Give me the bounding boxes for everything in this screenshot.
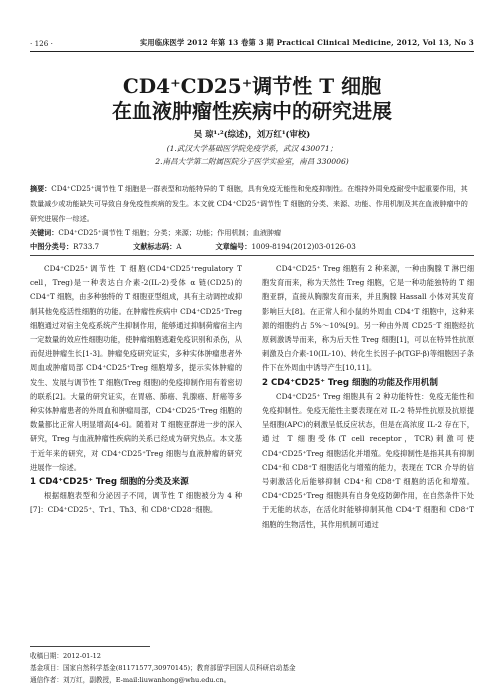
journal-citation: 实用临床医学 2012 年第 13 卷第 3 期 Practical Clinical Medicine, 2012, Vol 13, No 3 (140, 38, 474, 47)
abstract-divider (30, 255, 474, 256)
article-title-line2: 在血液肿瘤性疾病中的研究进展 (112, 99, 392, 123)
section-1-paragraph: 根据细胞表型和分泌因子不同，调节性 T 细胞被分为 4 种[7]：CD4⁺CD25⁺、Tr1、Th3、和 CD8⁺CD28⁻细胞。 (30, 491, 242, 515)
classification-row (30, 242, 356, 252)
clc-value: R733.7 (73, 242, 100, 251)
received-date: 收稿日期：2012-01-12 (30, 652, 101, 660)
running-header (30, 34, 474, 48)
clc-field (30, 242, 99, 252)
fund-note: 基金项目：国家自然科学基金(81171577,30970145)；教育部留学回国人员科研启动基金 (30, 664, 296, 672)
corresponding-author: 通信作者：刘万红，副教授，E-mail:liuwanhong@whu.edu.cn。 (30, 676, 231, 684)
clc-label: 中图分类号： (30, 242, 74, 251)
page-number: · 126 · (30, 39, 53, 48)
section-2-heading: 2 CD4⁺CD25⁺ Treg 细胞的功能及作用机制 (262, 377, 438, 388)
left-column (30, 262, 242, 518)
article-number-label: 文章编号： (215, 242, 252, 251)
abstract (30, 181, 474, 226)
doc-code-label: 文献标志码： (133, 242, 177, 251)
article-number-field (215, 242, 355, 252)
abstract-text: CD4⁺CD25⁺调节性 T 细胞是一群表型和功能特异的 T 细胞，具有免疫无能性和免疫抑制性。在维持外周免疫耐受中起重要作用，其数量减少或功能缺失可导致自身免疫性疾病的发生。本文就 CD4⁺CD25⁺调节性 T 细胞的分类、来源、功能、作用机制及其在血液肿瘤中的研究进展作一综述。 (30, 184, 468, 223)
article-title-line1: CD4⁺CD25⁺调节性 T 细胞 (122, 74, 382, 98)
right-column (262, 262, 474, 532)
header-rule (30, 51, 474, 52)
source-paragraph: CD4⁺CD25⁺ Treg 细胞有 2 种来源，一种由胸腺 T 淋巴细胞发育而来，称为天然性 Treg 细胞，它是一种功能独特的 T 细胞亚群，直接从胸腺发育而来，并且胸腺 Hassall 小体对其发育影响巨大[8]。在正常人和小鼠的外周血 CD4⁺T 细胞中，这种来源的细胞约占 5%～10%[9]。另一种由外周 CD25⁻T 细胞经抗原刺激诱导而来，称为后天性 Treg 细胞[1]，可以在特异性抗原刺激及白介素-10(IL-10)、转化生长因子-β(TGF-β)等细胞因子条件下在外周血中诱导产生[10,11]。 (262, 264, 474, 373)
doc-code-value: A (176, 242, 182, 251)
article-number-value: 1009-8194(2012)03-0126-03 (251, 242, 356, 251)
function-paragraph: CD4⁺CD25⁺ Treg 细胞具有 2 种功能特性：免疫无能性和免疫抑制性。免疫无能性主要表现在对 IL-2 特异性抗原及抗原提呈细胞(APC)的刺激呈低反应状态，但是在高浓度 IL-2 存在下，通过 T 细胞受体(T cell receptor，TCR)刺激可使 CD4⁺CD25⁺Treg 细胞活化并增殖。免疫抑制性是指其具有抑制 CD4⁺和 CD8⁺T 细胞活化与增殖的能力，表现在 TCR 介导的信号刺激活化后能够抑制 CD4⁺和 CD8⁺T 细胞的活化和增殖。CD4⁺CD25⁺Treg 细胞具有自身免疫防御作用，在自然条件下处于无能的状态，在活化时能够抑制其他 CD4⁺T 细胞和 CD8⁺T 细胞的生物活性，其作用机制可通过 (262, 391, 474, 529)
author-line: 吴 琼¹·²(综述)，刘万红¹(审校) (193, 129, 311, 139)
keywords-label: 关键词： (30, 228, 59, 237)
keywords (30, 228, 474, 238)
affiliation-1: (1.武汉大学基础医学院免疫学系，武汉 430071； (166, 144, 338, 153)
footnote-rule (30, 646, 150, 647)
doc-code-field (133, 242, 181, 252)
intro-paragraph: CD4⁺CD25⁺调节性 T 细胞(CD4⁺CD25⁺regulatory T cell，Treg)是一种表达白介素-2(IL-2)受体 α 链(CD25)的 CD4⁺T 细胞，由多种独特的 T 细胞亚型组成，具有主动调控或抑制其他免疫活性细胞的功能。在肿瘤性疾病中 CD4⁺CD25⁺Treg 细胞通过对宿主免疫系统产生抑制作用，能够通过抑制荷瘤宿主内一定数量的效应性细胞功能，使肿瘤细胞逃避免疫识别和杀伤，从而促进肿瘤生长[1-3]。肿瘤免疫研究证实，多种实体肿瘤患者外周血或肿瘤局部 CD4⁺CD25⁺Treg 细胞增多，提示实体肿瘤的发生、发展与调节性 T 细胞(Treg 细胞)的免疫抑制作用有着密切的联系[2]。大量的研究证实，在胃癌、肺癌、乳腺癌、肝癌等多种实体肿瘤患者的外周血和肿瘤局部，CD4⁺CD25⁺Treg 细胞的数量都比正常人明显增高[4-6]。随着对 T 细胞亚群进一步的深入研究，Treg 与血液肿瘤性疾病的关系已经成为研究热点。本文基于近年来的研究，对 CD4⁺CD25⁺Treg 细胞与血液肿瘤的研究进展作一综述。 (30, 264, 242, 472)
affiliation-2: 2.南昌大学第二附属医院分子医学实验室，南昌 330006) (155, 157, 349, 166)
keywords-text: CD4⁺CD25⁺调节性 T 细胞；分类；来源；功能；作用机制；血液肿瘤 (58, 228, 282, 237)
section-1-heading: 1 CD4⁺CD25⁺ Treg 细胞的分类及来源 (30, 477, 189, 488)
abstract-label: 摘要： (30, 184, 52, 193)
